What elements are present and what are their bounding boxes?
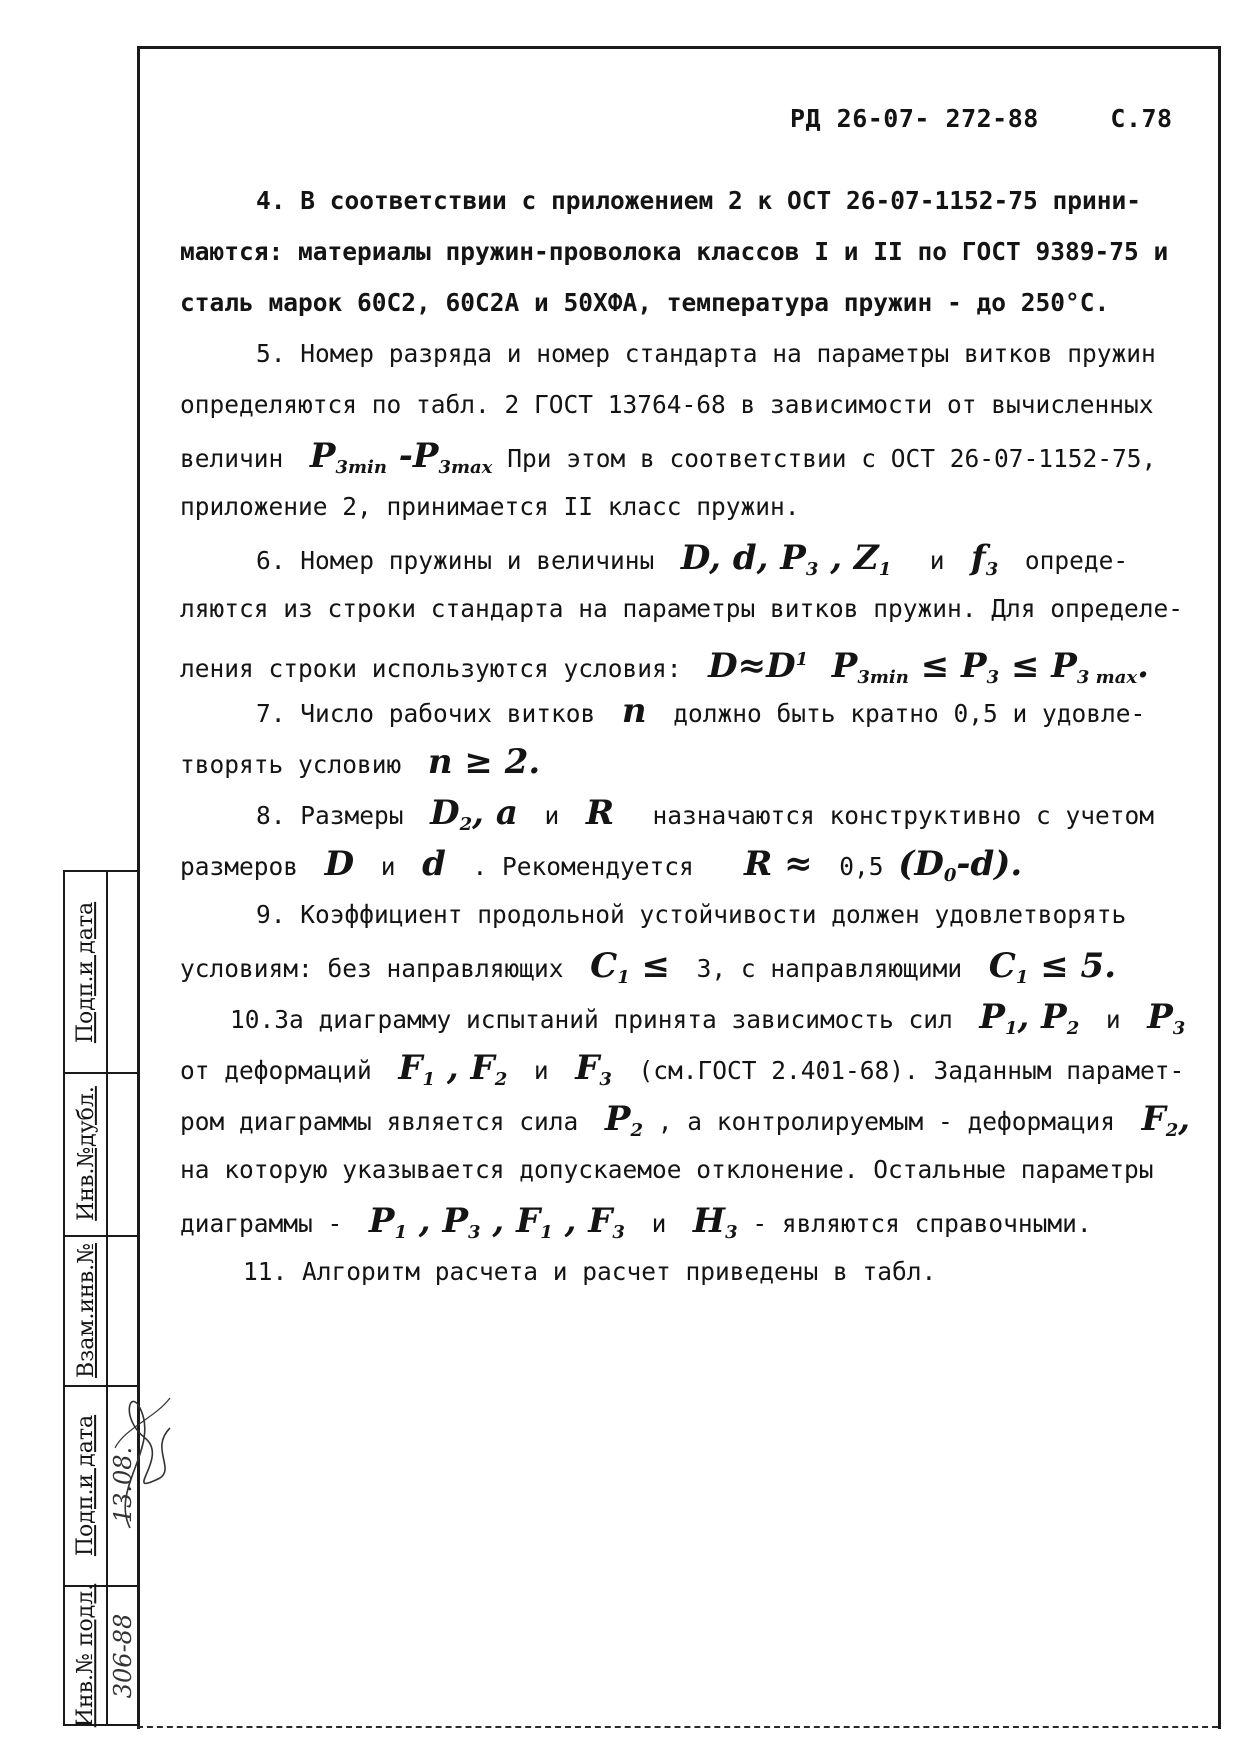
p6-line3: ления строки используются условия: $D\approx D^1$ P3min ≤ P3 ≤ P3 max. bbox=[180, 646, 1149, 688]
p10-line5-a: диаграммы - bbox=[180, 1209, 343, 1238]
p5-line3: величин P3min -P3max При этом в соответствии с ОСТ 26-07-1152-75, bbox=[180, 436, 1157, 478]
p10-line5: диаграммы - P1 , P3 , F1 , F3 и H3 - являются справочными. bbox=[180, 1201, 1092, 1243]
p7-line1-a: 7. Число рабочих витков bbox=[256, 699, 596, 728]
p6-line3-a: ления строки используются условия: bbox=[180, 654, 682, 683]
p7-line1: 7. Число рабочих витков n должно быть кратно 0,5 и удовле- bbox=[256, 691, 1146, 731]
p6-line1: 6. Номер пружины и величины D, d, P3 , Z1 и f3 опреде- bbox=[256, 538, 1129, 580]
p8-line1-b: и bbox=[544, 801, 560, 830]
p10-line2: от деформаций F1 , F2 и F3 (см.ГОСТ 2.401-68). Заданным парамет- bbox=[180, 1048, 1185, 1090]
p7-line1-b: должно быть кратно 0,5 и удовле- bbox=[673, 699, 1146, 728]
p4-line1: 4. В соответствии с приложением 2 к ОСТ 26-07-1152-75 прини- bbox=[256, 186, 1142, 215]
page-header bbox=[790, 104, 1173, 133]
handwritten-signature bbox=[100, 1388, 180, 1538]
p10-line1-b: и bbox=[1105, 1005, 1121, 1034]
p10-line5-b: и bbox=[651, 1209, 667, 1238]
p5-line4: приложение 2, принимается II класс пружин. bbox=[180, 492, 800, 521]
p9-line1: 9. Коэффициент продольной устойчивости должен удовлетворять bbox=[256, 900, 1127, 929]
p8-line2: размеров D и d . Рекомендуется R ≈ 0,5 (D0-d). bbox=[180, 844, 1023, 886]
p10-line2-a: от деформаций bbox=[180, 1056, 372, 1085]
p10-line1: 10.За диаграмму испытаний принята зависимость сил P1, P2 и P3 bbox=[230, 997, 1186, 1039]
p10-line3-b: , а контролируемым - деформация bbox=[657, 1107, 1115, 1136]
p8-line2-d: 0,5 bbox=[839, 852, 884, 881]
p9-line2-a: условиям: без направляющих bbox=[180, 954, 564, 983]
p10-line3-a: ром диаграммы является сила bbox=[180, 1107, 579, 1136]
p10-line3: ром диаграммы является сила P2 , а контролируемым - деформация F2, bbox=[180, 1099, 1191, 1141]
p5-line2: определяются по табл. 2 ГОСТ 13764-68 в зависимости от вычисленных bbox=[180, 390, 1154, 419]
stamp-handwritten-inv: 306-88 bbox=[109, 1613, 137, 1698]
bottom-border bbox=[137, 1726, 1218, 1728]
stamp-label-sign-date-1: Подп.и дата bbox=[73, 901, 99, 1043]
page-number: С.78 bbox=[1110, 104, 1173, 133]
p4-line3: сталь марок 60С2, 60С2А и 50ХФА, температура пружин - до 250°С. bbox=[180, 288, 1110, 317]
p8-line2-a: размеров bbox=[180, 852, 299, 881]
p7-line2: творять условию n ≥ 2. bbox=[180, 742, 541, 782]
p10-line1-a: 10.За диаграмму испытаний принята зависимость сил bbox=[230, 1005, 953, 1034]
p5-line3-a: величин bbox=[180, 444, 284, 473]
p6-line1-b: и bbox=[929, 546, 945, 575]
p6-line1-c: опреде- bbox=[1024, 546, 1129, 575]
stamp-handwritten-date: 13.08. bbox=[109, 1446, 137, 1524]
stamp-label-sign-date-2: Подп.и дата bbox=[73, 1414, 99, 1556]
p10-line2-b: и bbox=[533, 1056, 549, 1085]
p6-line2: ляются из строки стандарта на параметры витков пружин. Для определе- bbox=[180, 594, 1184, 623]
p9-line2-b: 3, с направляющими bbox=[696, 954, 963, 983]
side-stamp bbox=[63, 870, 137, 1726]
stamp-label-orig-inv: Инв.№ подл. bbox=[73, 1583, 99, 1728]
p10-line5-c: - являются справочными. bbox=[752, 1209, 1092, 1238]
p6-line1-a: 6. Номер пружины и величины bbox=[256, 546, 655, 575]
doc-code: РД 26-07- 272-88 bbox=[790, 104, 1039, 133]
p7-line2-a: творять условию bbox=[180, 750, 402, 779]
p10-line2-c: (см.ГОСТ 2.401-68). Заданным парамет- bbox=[638, 1056, 1185, 1085]
p8-line1-c: назначаются конструктивно с учетом bbox=[652, 801, 1155, 830]
p11-line1: 11. Алгоритм расчета и расчет приведены в табл. bbox=[243, 1257, 937, 1286]
p8-line2-c: . Рекомендуется bbox=[472, 852, 694, 881]
p4-line2: маются: материалы пружин-проволока классов I и II по ГОСТ 9389-75 и bbox=[180, 237, 1169, 266]
p8-line1-a: 8. Размеры bbox=[256, 801, 404, 830]
stamp-label-dup-inv: Инв.№дубл. bbox=[73, 1086, 99, 1221]
p8-line2-b: и bbox=[380, 852, 396, 881]
p8-line1: 8. Размеры D2, a и R назначаются конструктивно с учетом bbox=[256, 793, 1155, 835]
p5-line1: 5. Номер разряда и номер стандарта на параметры витков пружин bbox=[256, 339, 1156, 368]
stamp-label-replace-inv: Взам.инв.№ bbox=[73, 1242, 99, 1378]
p5-line3-b: При этом в соответствии с ОСТ 26-07-1152-75, bbox=[507, 444, 1157, 473]
p10-line4: на которую указывается допускаемое отклонение. Остальные параметры bbox=[180, 1155, 1154, 1184]
p9-line2: условиям: без направляющих C1 ≤ 3, с направляющими C1 ≤ 5. bbox=[180, 946, 1117, 988]
